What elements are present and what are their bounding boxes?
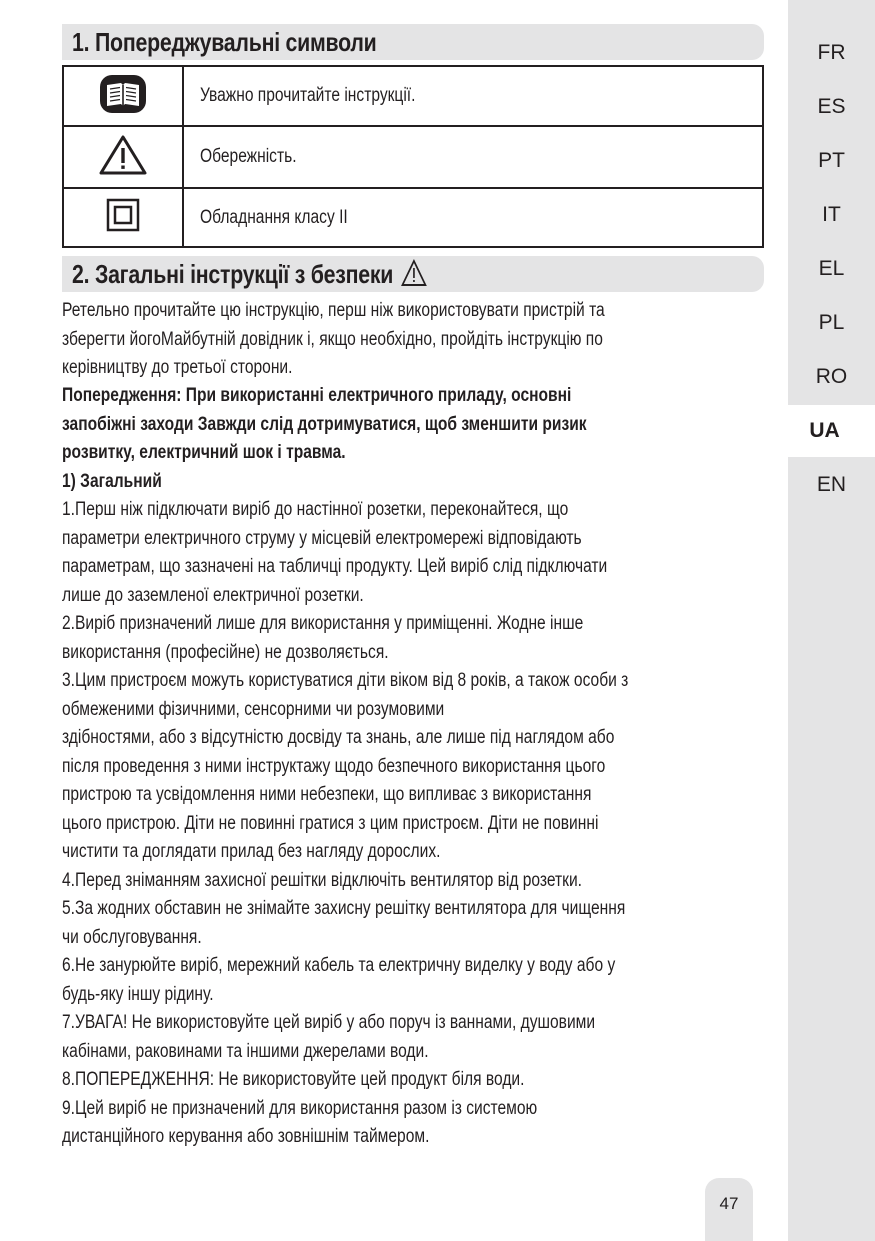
text-line: лише до заземленої електричної розетки. [62,584,364,606]
text-line: обмеженими фізичними, сенсорними чи розумовими [62,698,445,720]
symbol-row-read-instructions [63,66,763,126]
section-2-title: 2. Загальні інструкції з безпеки [72,259,394,289]
text-line: 8.ПОПЕРЕДЖЕННЯ: Не використовуйте цей продукт біля води. [62,1069,525,1090]
text-line: 5.За жодних обставин не знімайте захисну решітку вентилятора для чищення [62,898,626,919]
lang-tab-ua-active[interactable]: UA [774,405,875,457]
text-line: пристрою та усвідомлення ними небезпеки, що випливає з використання [62,784,592,805]
symbols-table [62,65,764,248]
text-line: здібностями, або з відсутністю досвіду та знань, але лише під наглядом або [62,727,615,748]
section-1-heading [62,24,764,60]
symbol-row-class-ii [63,188,763,247]
text-line: Попередження: При використанні електричного приладу, основні [62,385,572,406]
language-sidebar [788,0,875,1241]
intro-paragraph [62,297,762,383]
section-2-heading [62,256,764,292]
text-line: кабінами, раковинами та іншими джерелами води. [62,1040,429,1062]
symbol-label: Обережність. [200,146,297,167]
text-line: 4.Перед зніманням захисної решітки відключіть вентилятор від розетки. [62,869,583,891]
text-line: 3.Цим пристроєм можуть користуватися діти віком від 8 років, а також особи з [62,670,629,691]
text-line: 6.Не занурюйте виріб, мережний кабель та електричну виделку у воду або у [62,955,616,976]
text-line: зберегти йогоМайбутній довідник і, якщо необхідно, пройдіть інструкцію по [62,328,603,350]
class-ii-double-square-icon [63,188,183,247]
text-line: параметри електричного струму у місцевій електромережі відповідають [62,527,582,549]
lang-tab-pt[interactable]: PT [818,149,845,172]
text-line: цього пристрою. Діти не повинні гратися з цим пристроєм. Діти не повинні [62,812,599,834]
warning-paragraph [62,382,762,496]
section-1-title: 1. Попереджувальні символи [72,27,377,57]
text-line: Ретельно прочитайте цю інструкцію, перш ніж використовувати пристрій та [62,300,605,321]
safety-instructions-list [62,496,762,1152]
lang-tab-en[interactable]: EN [816,473,847,496]
page-number: 47 [705,1178,753,1241]
warning-triangle-icon [63,126,183,188]
text-line: запобіжні заходи Завжди слід дотримуватися, щоб зменшити ризик [62,413,587,435]
lang-tab-el[interactable]: EL [818,257,845,280]
lang-tab-it[interactable]: IT [822,203,841,226]
text-line: чи обслуговування. [62,926,202,948]
warning-triangle-icon [400,259,426,287]
text-line: використання (професійне) не дозволяється. [62,641,389,663]
text-line: дистанційного керування або зовнішнім таймером. [62,1126,430,1147]
text-line: керівництву до третьої сторони. [62,357,293,378]
symbol-label: Обладнання класу ІІ [200,206,348,228]
book-icon [63,66,183,126]
text-line: параметрам, що зазначені на табличці продукту. Цей виріб слід підключати [62,556,608,577]
text-line: після проведення з ними інструктажу щодо безпечного використання цього [62,755,606,777]
symbol-row-caution [63,126,763,188]
lang-tab-ro[interactable]: RO [815,365,848,388]
text-line: 9.Цей виріб не призначений для використання разом із системою [62,1097,538,1119]
text-line: 7.УВАГА! Не використовуйте цей виріб у або поруч із ваннами, душовими [62,1012,596,1033]
symbol-label: Уважно прочитайте інструкції. [200,85,416,106]
text-line: будь-яку іншу рідину. [62,983,214,1005]
lang-tab-pl[interactable]: PL [818,311,845,334]
text-line: 1.Перш ніж підключати виріб до настінної розетки, переконайтеся, що [62,499,569,520]
lang-tab-es[interactable]: ES [817,95,846,118]
lang-tab-fr[interactable]: FR [817,41,846,64]
subheading-general: 1) Загальний [62,470,162,492]
text-line: розвитку, електричний шок і травма. [62,442,346,463]
text-line: чистити та доглядати прилад без нагляду дорослих. [62,841,441,862]
text-line: 2.Виріб призначений лише для використання у приміщенні. Жодне інше [62,613,584,634]
